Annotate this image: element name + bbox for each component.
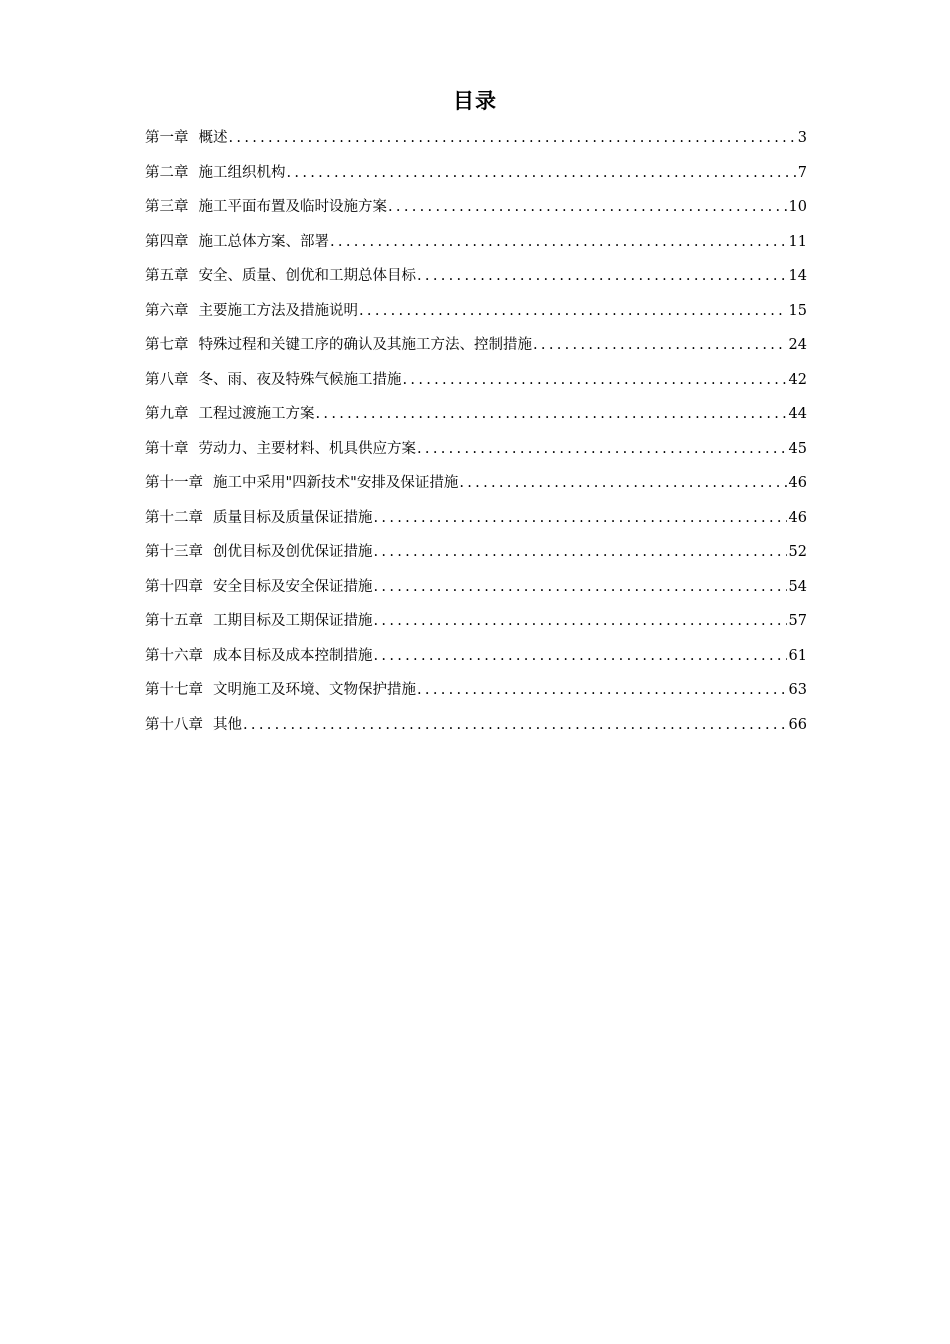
toc-chapter-title: 安全目标及安全保证措施 <box>213 578 373 595</box>
toc-entry[interactable] <box>145 606 807 641</box>
toc-page-number: 15 <box>788 302 807 319</box>
toc-entry[interactable] <box>145 365 807 400</box>
toc-entry-label <box>145 261 416 291</box>
toc-entry[interactable] <box>145 227 807 262</box>
toc-entry-label <box>145 123 228 153</box>
toc-chapter-number: 第十四章 <box>145 578 203 595</box>
toc-entry[interactable] <box>145 330 807 365</box>
toc-entry[interactable] <box>145 537 807 572</box>
toc-dot-leader <box>388 192 787 222</box>
toc-entry-label <box>145 399 315 429</box>
toc-chapter-number: 第十六章 <box>145 647 203 664</box>
toc-chapter-title: 质量目标及质量保证措施 <box>213 509 373 526</box>
toc-page-number: 42 <box>788 371 807 388</box>
toc-entry[interactable] <box>145 123 807 158</box>
toc-entry[interactable] <box>145 503 807 538</box>
toc-dot-leader <box>374 641 787 671</box>
toc-entry-label <box>145 227 329 257</box>
toc-chapter-number: 第四章 <box>145 233 189 250</box>
toc-entry-label <box>145 434 416 464</box>
toc-chapter-title: 冬、雨、夜及特殊气候施工措施 <box>198 371 402 388</box>
toc-chapter-title: 施工组织机构 <box>198 164 286 181</box>
toc-chapter-number: 第三章 <box>145 199 189 215</box>
toc-page-number: 63 <box>788 682 807 698</box>
toc-entry[interactable] <box>145 710 807 745</box>
toc-page-number: 7 <box>797 164 807 181</box>
toc-chapter-title: 劳动力、主要材料、机具供应方案 <box>198 440 416 457</box>
toc-page-number: 3 <box>797 130 807 146</box>
toc-page-number: 57 <box>788 613 807 629</box>
toc-chapter-title: 工期目标及工期保证措施 <box>213 613 373 629</box>
toc-chapter-title: 主要施工方法及措施说明 <box>198 302 358 319</box>
toc-dot-leader <box>374 606 787 636</box>
toc-chapter-number: 第十八章 <box>145 716 203 733</box>
toc-chapter-number: 第十二章 <box>145 509 203 526</box>
toc-entry-label <box>145 158 286 188</box>
toc-entry-label <box>145 572 373 602</box>
toc-entry[interactable] <box>145 158 807 193</box>
toc-dot-leader <box>330 227 787 257</box>
toc-chapter-title: 概述 <box>198 130 228 146</box>
toc-entry-label <box>145 296 358 326</box>
toc-chapter-title: 施工平面布置及临时设施方案 <box>198 199 387 215</box>
toc-dot-leader <box>374 537 787 567</box>
toc-entry-label <box>145 503 373 533</box>
toc-dot-leader <box>316 399 787 429</box>
toc-dot-leader <box>229 123 796 153</box>
toc-dot-leader <box>374 572 787 602</box>
toc-chapter-number: 第八章 <box>145 371 189 388</box>
toc-chapter-number: 第十章 <box>145 440 189 457</box>
toc-dot-leader <box>417 675 787 705</box>
toc-chapter-title: 施工总体方案、部署 <box>198 233 329 250</box>
toc-chapter-title: 创优目标及创优保证措施 <box>213 544 373 560</box>
toc-page-number: 11 <box>788 233 807 250</box>
toc-entry[interactable] <box>145 399 807 434</box>
toc-dot-leader <box>374 503 787 533</box>
toc-entry-label <box>145 365 402 395</box>
toc-entry[interactable] <box>145 572 807 607</box>
toc-chapter-title: 文明施工及环境、文物保护措施 <box>213 682 416 698</box>
toc-entry-label <box>145 468 458 498</box>
toc-chapter-title: 其他 <box>213 716 242 733</box>
toc-page-number: 61 <box>788 647 807 664</box>
toc-dot-leader <box>417 434 787 464</box>
toc-page-number: 10 <box>788 199 807 215</box>
toc-chapter-number: 第九章 <box>145 406 189 422</box>
toc-chapter-title: 安全、质量、创优和工期总体目标 <box>198 268 416 284</box>
toc-entry-label <box>145 330 532 360</box>
toc-entry[interactable] <box>145 261 807 296</box>
toc-dot-leader <box>459 468 786 498</box>
toc-dot-leader <box>359 296 787 326</box>
toc-entry-label <box>145 537 373 567</box>
toc-page-number: 24 <box>788 337 807 353</box>
toc-dot-leader <box>403 365 787 395</box>
toc-chapter-number: 第十七章 <box>145 682 203 698</box>
toc-page-number: 14 <box>788 268 807 284</box>
toc-page-number: 54 <box>788 578 807 595</box>
toc-entry[interactable] <box>145 434 807 469</box>
toc-dot-leader <box>287 158 796 188</box>
toc-chapter-number: 第十五章 <box>145 613 203 629</box>
toc-chapter-title: 成本目标及成本控制措施 <box>213 647 373 664</box>
toc-dot-leader <box>533 330 787 360</box>
toc-page-number: 46 <box>788 509 807 526</box>
toc-dot-leader <box>417 261 787 291</box>
toc-entry-label <box>145 192 387 222</box>
toc-chapter-number: 第六章 <box>145 302 189 319</box>
toc-title: 目录 <box>453 89 497 113</box>
toc-chapter-number: 第二章 <box>145 164 189 181</box>
toc-entry[interactable] <box>145 468 807 503</box>
toc-chapter-number: 第七章 <box>145 337 189 353</box>
toc-entry[interactable] <box>145 675 807 710</box>
toc-entry-label <box>145 606 373 636</box>
toc-chapter-number: 第五章 <box>145 268 189 284</box>
toc-entry[interactable] <box>145 641 807 676</box>
toc-page-number: 44 <box>788 406 807 422</box>
toc-entry-label <box>145 641 373 671</box>
toc-chapter-number: 第十三章 <box>145 544 203 560</box>
toc-entry-label <box>145 710 242 740</box>
toc-page-number: 66 <box>788 716 807 733</box>
toc-chapter-title: 施工中采用"四新技术"安排及保证措施 <box>213 475 459 491</box>
table-of-contents <box>145 123 807 744</box>
toc-entry[interactable] <box>145 192 807 227</box>
toc-chapter-number: 第一章 <box>145 130 189 146</box>
toc-dot-leader <box>243 710 787 740</box>
toc-chapter-title: 工程过渡施工方案 <box>198 406 315 422</box>
toc-entry-label <box>145 675 416 705</box>
toc-page-number: 52 <box>788 544 807 560</box>
toc-chapter-title: 特殊过程和关键工序的确认及其施工方法、控制措施 <box>198 337 532 353</box>
toc-chapter-number: 第十一章 <box>145 475 203 491</box>
toc-page-number: 46 <box>788 475 807 491</box>
toc-entry[interactable] <box>145 296 807 331</box>
toc-page-number: 45 <box>788 440 807 457</box>
